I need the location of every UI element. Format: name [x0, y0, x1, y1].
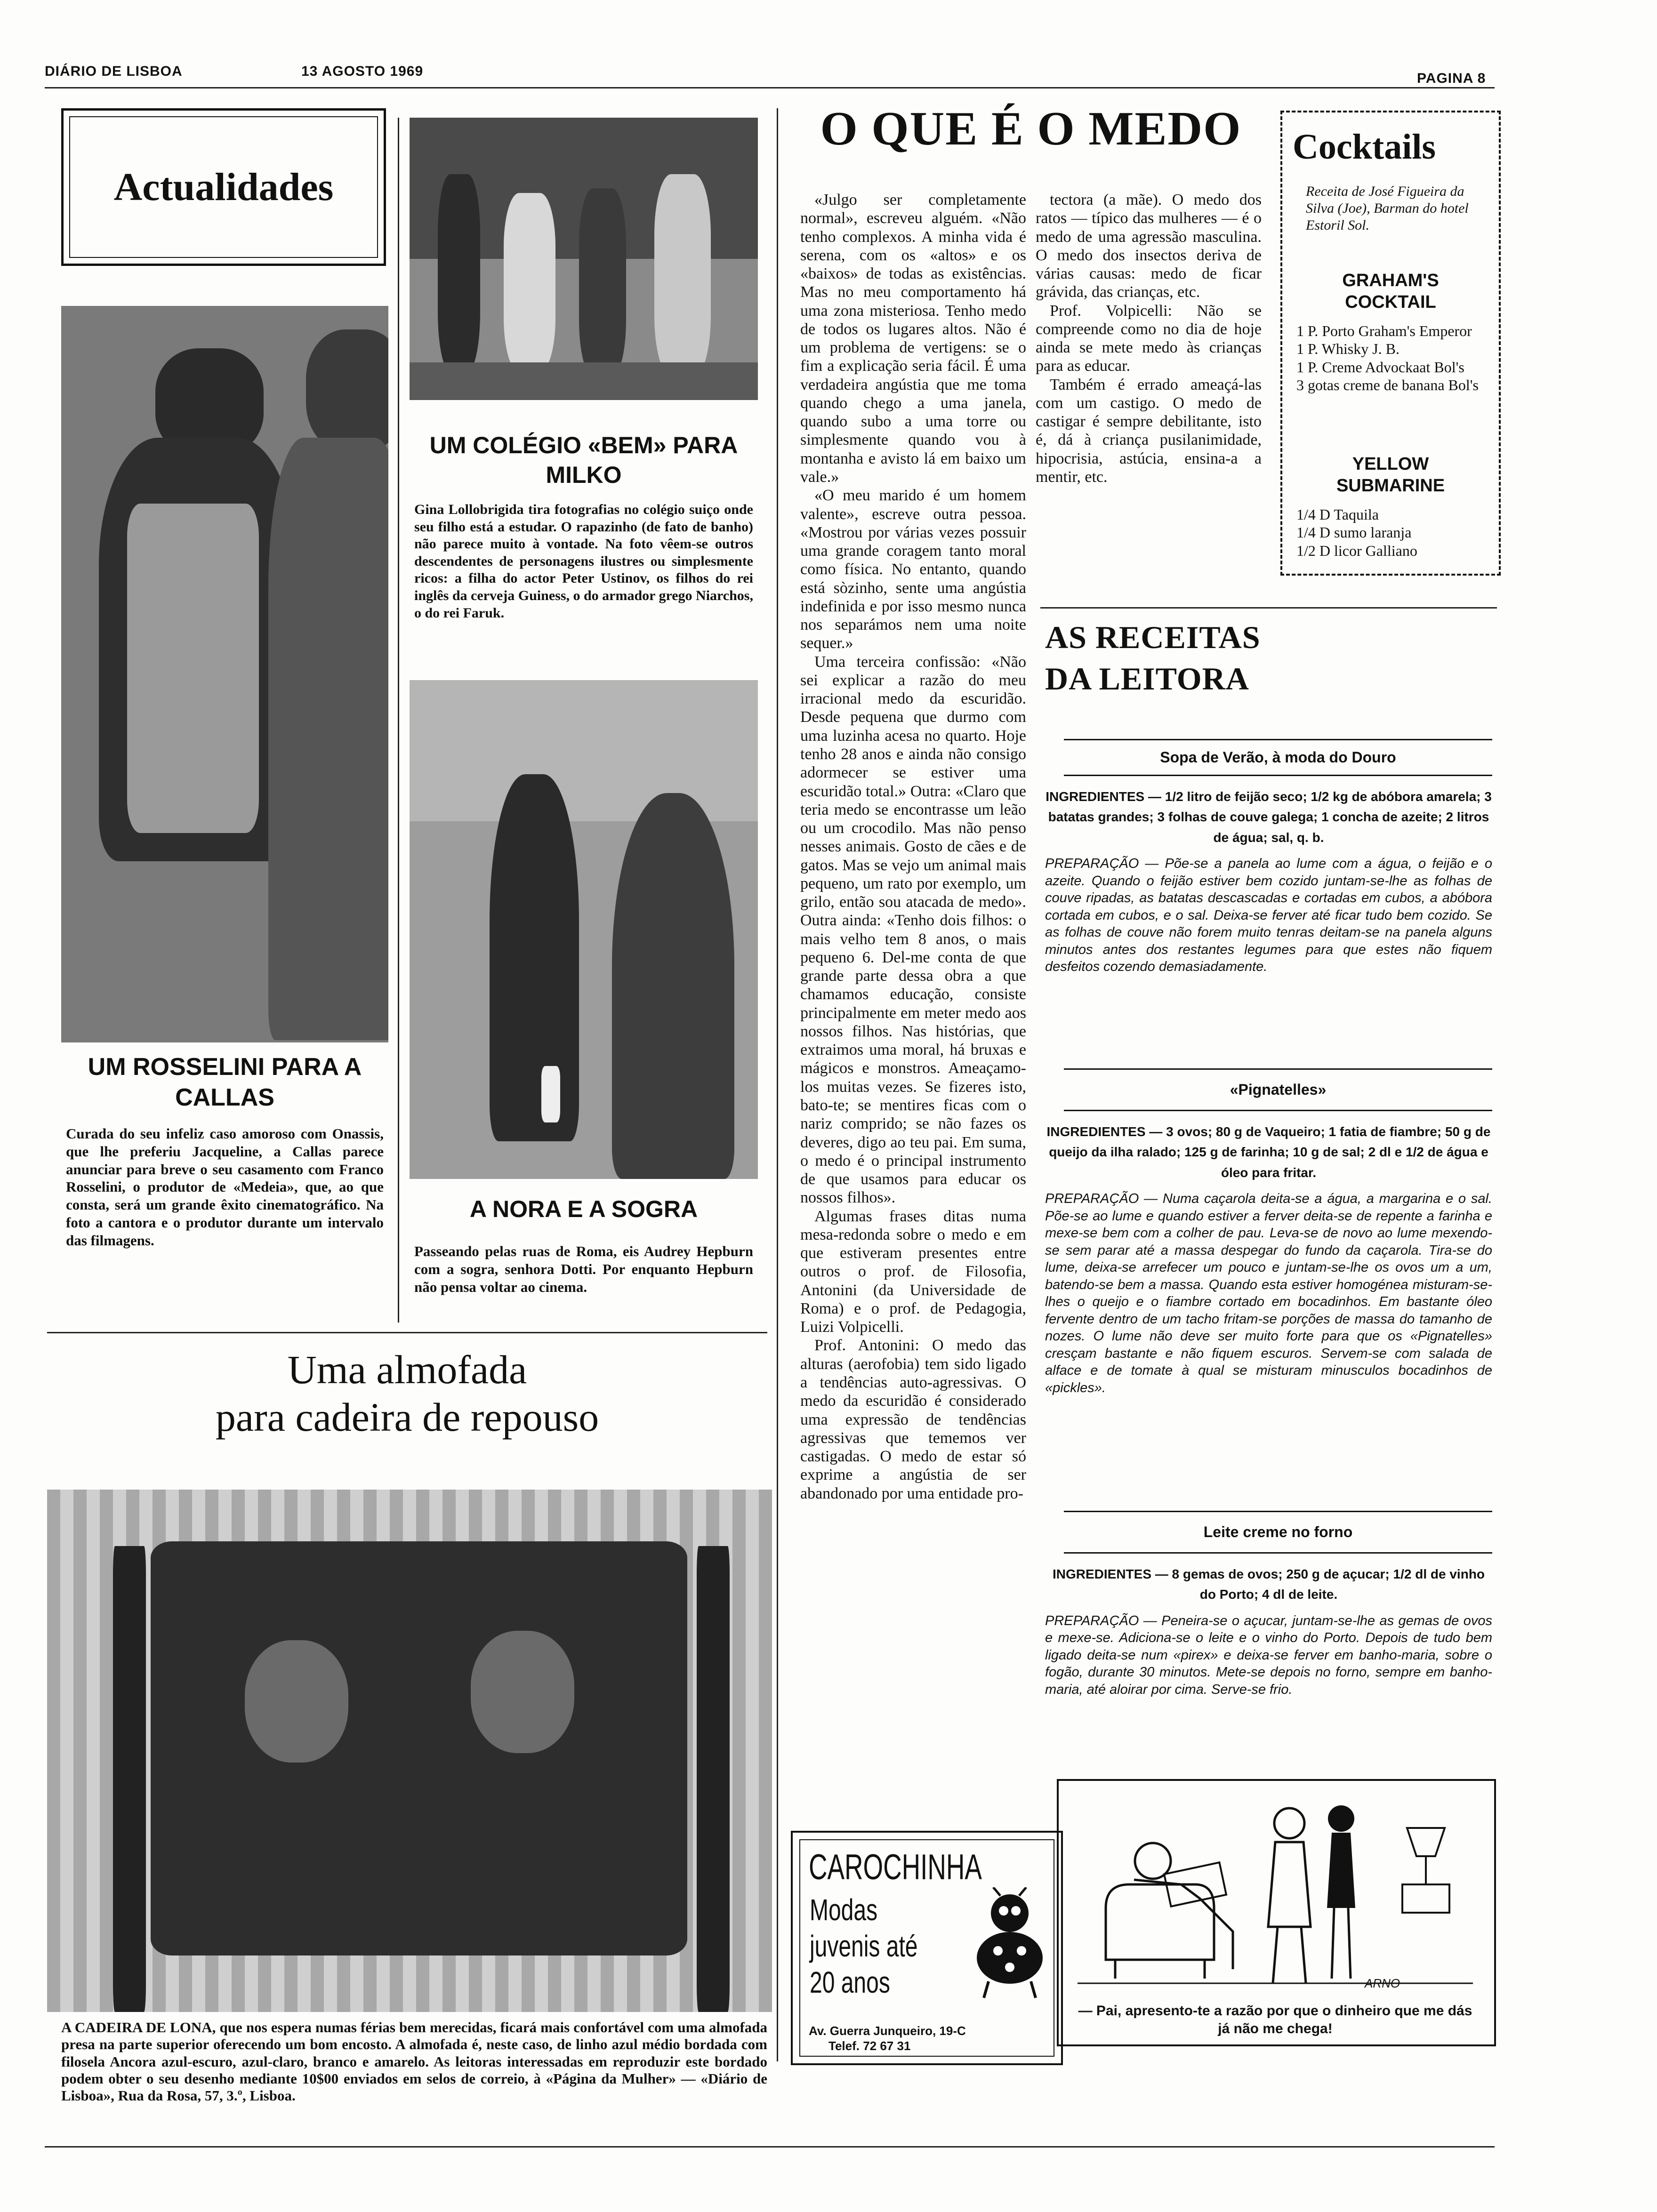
drink1-name — [1292, 270, 1489, 313]
medo-paragraph: «O meu marido é um homem valente», escreve outra pessoa. «Mostrou por várias vezes possuir uma grande coragem tanto moral como física. No entanto, quando está sòzinho, sente uma angústia indefinida e por isso mesmo nunca nos separámos nem uma noite sequer.» — [800, 487, 1026, 652]
rosselini-photo — [61, 306, 388, 1042]
drink1-name-line: GRAHAM'S — [1342, 271, 1439, 290]
ad-line: Modas — [810, 1893, 878, 1927]
prep-text: — Numa caçarola deita-se a água, a margarina e o sal. Põe-se ao lume e quando estiver a ferver deita-se de repente a farinha e mexe-se bem com a colher de pau. Leva-se de novo ao lume mexendo-se sem parar até a massa despegar do fundo da caçarola. Tira-se do lume, deixa-se arrefecer um pouco e juntam-se-lhe os ovos um a um, batendo-se bem a massa. Quando esta estiver homogénea misturam-se-lhes o queijo e o fiambre cortado em bocadinhos. Em bastante óleo fervente dentro de um tacho fritam-se porções de massa do tamanho de nozes. O lume não deve ser muito forte para que os «Pignatelles» cresçam bastante e não fiquem escuros. Servem-se com salada de alface e de tomate à qual se misturam minusculos bocadinhos de «pickles». — [1045, 1191, 1492, 1396]
almofada-rule — [47, 1332, 767, 1333]
recipe-title: Sopa de Verão, à moda do Douro — [1064, 739, 1492, 776]
header-rule — [45, 87, 1495, 88]
actualidades-box — [61, 108, 386, 266]
receitas-rule — [1040, 607, 1497, 609]
drink-item: 1/2 D licor Galliano — [1296, 542, 1417, 559]
medo-headline: O QUE É O MEDO — [820, 102, 1242, 155]
cocktails-credit: Receita de José Figueira da Silva (Joe), Barman do hotel Estoril Sol. — [1306, 184, 1469, 233]
cocktails-title: Cocktails — [1293, 127, 1436, 167]
medo-paragraph: Também é errado ameaçá-las com um castigo. O medo de castigar é sempre debilitante, isto é, dá à criança pusilanimidade, hipocrisia, astúcia, ensina-a a mentir, etc. — [1036, 376, 1262, 486]
recipe-sopa — [1045, 739, 1492, 976]
recipe-title: Leite creme no forno — [1064, 1511, 1492, 1554]
receitas-title-line: AS RECEITAS — [1045, 619, 1261, 655]
drink1-name-line: COCKTAIL — [1345, 292, 1436, 312]
column-rule — [398, 118, 399, 1322]
medo-paragraph: Algumas frases ditas numa mesa-redonda sobre o medo e em que estiveram presentes entre outros o prof. de Filosofia, Antonini (da Universidade de Roma) e o prof. de Pedagogia, Luizi Volpicelli. — [800, 1207, 1026, 1336]
ad-phone: Telef. 72 67 31 — [828, 2039, 911, 2053]
drink-item: 1 P. Whisky J. B. — [1296, 340, 1400, 358]
drink-item: 3 gotas creme de banana Bol's — [1296, 377, 1479, 394]
ad-line: 20 anos — [810, 1965, 890, 1999]
ad-brand: CAROCHINHA — [809, 1847, 982, 1887]
cartoon-caption: — Pai, apresento-te a razão por que o dinheiro que me dás já não me chega! — [1078, 2003, 1472, 2036]
medo-paragraph: Uma terceira confissão: «Não sei explicar a razão do meu irracional medo da escuridão. Desde pequena que durmo com uma luzinha acesa no quarto. Hoje tenho 28 anos e ainda não consigo adormecer se estiver uma escuridão total.» Outra: «Claro que teria medo se encontrasse um leão ou um crocodilo. Mas não penso nesses animais. Gosto de cães e de gatos. Mas se vejo um animal mais pequeno, um rato por exemplo, um grilo, então sou atacada de medo». Outra ainda: «Tenho dois filhos: o mais velho tem 8 anos, o mais pequeno 6. Del-me conta de que grande parte dessa obra a que chamamos educação, consiste principalmente em meter medo aos nossos filhos. Nas histórias, que extraimos uma moral, há bruxas e mágicos e monstros. Ameaçamo-los muitas vezes. Se fizeres isto, bato-te; se mentires ficas com o nariz comprido; se não fazes os deveres, digo ao teu pai. Em suma, o medo é o principal instrumento de que usamos para educar os nossos filhos». — [800, 653, 1026, 1207]
prep-text: — Põe-se a panela ao lume com a água, o feijão e o azeite. Quando o feijão estiver bem cozido juntam-se-lhe as folhas de couve ripadas, as batatas descascadas e cortadas em cubos, a abóbora cortada em cubos, e o sal. Deixa-se ferver até ficar tudo bem cozido. Se as folhas de couve não forem muito tenras deitam-se na panela alguns minutos antes dos restantes legumes para que estes não fiquem desfeitos cozendo demasiadamente. — [1045, 856, 1492, 975]
column-rule-2 — [777, 108, 778, 2061]
almofada-headline — [47, 1346, 767, 1442]
prep-label: PREPARAÇÃO — [1045, 1613, 1139, 1628]
recipe-ingredients: INGREDIENTES — 3 ovos; 80 g de Vaqueiro; 1 fatia de fiambre; 50 g de queijo da ilha ralado; 125 g de farinha; 10 g de sal; 2 dl e 1/2 de água e óleo para fritar. — [1046, 1124, 1491, 1180]
almofada-caption-text: que nos espera numas férias bem merecidas, ficará mais confortável com uma almofada presa na parte superior oferecendo um bom encosto. A almofada é, neste caso, de linho azul médio bordada com filosela Ancora azul-escuro, azul-claro, branco e amarelo. As leitoras interessadas em reproduzir este bordado podem obter o seu desenho mediante 10$00 enviados em selos de correio, à «Página da Mulher» — «Diário de Lisboa», Rua da Rosa, 57, 3.º, Lisboa. — [61, 2019, 768, 2104]
section-title: Actualidades — [113, 165, 334, 209]
rosselini-headline: UM ROSSELINI PARA A CALLAS — [88, 1053, 362, 1111]
drink2-name-line: SUBMARINE — [1336, 475, 1445, 496]
almofada-caption — [61, 2019, 767, 2104]
ladybug-icon — [970, 1887, 1050, 2000]
ad-address: Av. Guerra Junqueiro, 19-C — [809, 2024, 966, 2038]
medo-paragraph: Prof. Antonini: O medo das alturas (aerofobia) tem sido ligado a tendências auto-agressivas. O medo da escuridão é considerado uma expressão de tendências agressivas que tememos ver castigadas. O medo de estar só exprime a angústia de ser abandonado por uma entidade pro- — [800, 1337, 1026, 1502]
drink2-name-line: YELLOW — [1352, 454, 1429, 474]
medo-paragraph: Prof. Volpicelli: Não se compreende como no dia de hoje ainda se mete medo às crianças para as educar. — [1036, 302, 1262, 375]
drink2-list — [1296, 505, 1489, 560]
colegio-headline: UM COLÉGIO «BEM» PARA MILKO — [429, 432, 738, 488]
ad-line: juvenis até — [810, 1929, 918, 1963]
recipe-leite-creme — [1045, 1511, 1492, 1698]
ad-text — [810, 1892, 917, 2000]
almofada-title-line1: Uma almofada — [287, 1347, 527, 1392]
nora-photo — [410, 680, 758, 1179]
colegio-photo — [410, 118, 758, 400]
newspaper-name: DIÁRIO DE LISBOA — [45, 64, 183, 79]
almofada-photo — [47, 1490, 772, 2012]
nora-headline: A NORA E A SOGRA — [469, 1196, 698, 1222]
drink-item: 1/4 D sumo laranja — [1296, 524, 1412, 541]
cartoon-box — [1057, 1779, 1496, 2046]
receitas-title-line: DA LEITORA — [1045, 661, 1249, 697]
recipe-pignatelles — [1045, 1068, 1492, 1397]
medo-paragraph: tectora (a mãe). O medo dos ratos — típico das mulheres — é o medo de uma agressão masculina. O medo dos insectos deriva de várias causas: medo de ficar grávida, das crianças, etc. — [1036, 191, 1262, 301]
recipe-preparation — [1045, 1612, 1492, 1699]
drink-item: 1/4 D Taquila — [1296, 506, 1379, 523]
page-number: PAGINA 8 — [1417, 71, 1486, 86]
drink2-name — [1292, 454, 1489, 497]
drink-item: 1 P. Creme Advockaat Bol's — [1296, 358, 1464, 376]
recipe-ingredients: INGREDIENTES — 8 gemas de ovos; 250 g de açucar; 1/2 dl de vinho do Porto; 4 dl de leite. — [1052, 1567, 1485, 1602]
almofada-title-line2: para cadeira de repouso — [215, 1395, 599, 1440]
colegio-caption: Gina Lollobrigida tira fotografias no colégio suiço onde seu filho está a estudar. O rapazinho (de fato de banho) não parece muito à vontade. Na foto vêem-se outros descendentes de personagens ilustres ou simplesmente ricos: a filha do actor Peter Ustinov, os filhos do rei inglês da cerveja Guiness, o do armador grego Niarchos, o do rei Faruk. — [414, 502, 753, 621]
receitas-headline — [1045, 617, 1261, 700]
drink-item: 1 P. Porto Graham's Emperor — [1296, 322, 1472, 339]
prep-label: PREPARAÇÃO — [1045, 856, 1139, 872]
cocktails-box — [1280, 111, 1501, 576]
issue-date: 13 AGOSTO 1969 — [301, 64, 424, 79]
prep-label: PREPARAÇÃO — [1045, 1191, 1139, 1207]
footer-rule — [45, 2146, 1495, 2148]
nora-caption: Passeando pelas ruas de Roma, eis Audrey Hepburn com a sogra, senhora Dotti. Por enquanto Hepburn não pensa voltar ao cinema. — [414, 1243, 753, 1295]
medo-column-2 — [1036, 191, 1262, 486]
recipe-title: «Pignatelles» — [1064, 1068, 1492, 1111]
cartoon-signature: ARNO — [1365, 1976, 1400, 1990]
medo-paragraph: «Julgo ser completamente normal», escreveu alguém. «Não tenho complexos. A minha vida é serena, com os «altos» e os «baixos» de todas as existências. Mas no meu comportamento há uma zona misteriosa. Tenho medo de todos os lugares altos. Não é um problema de vertigens: se o fim a explicação seria fácil. É uma verdadeira angústia que me toma quando chego a uma janela, quando subo a uma torre ou simplesmente quando vou à montanha e avisto lá em baixo um vale.» — [800, 191, 1026, 486]
drink1-list — [1296, 322, 1489, 394]
carochinha-ad — [791, 1831, 1063, 2065]
recipe-preparation — [1045, 1190, 1492, 1396]
prep-text: — Peneira-se o açucar, juntam-se-lhe as gemas de ovos e mexe-se. Adiciona-se o leite e o vinho do Porto. Depois de tudo bem ligado deita-se num «pirex» e deixa-se ferver em banho-maria, sobre o fogão, durante 30 minutos. Mete-se depois no forno, sempre em banho-maria, até aloirar por cima. Serve-se frio. — [1045, 1613, 1492, 1697]
recipe-ingredients: INGREDIENTES — 1/2 litro de feijão seco; 1/2 kg de abóbora amarela; 3 batatas grandes; 3 folhas de couve galega; 1 concha de azeite; 2 litros de água; sal, q. b. — [1046, 789, 1492, 845]
cartoon-drawing-icon — [1078, 1790, 1473, 1993]
recipe-preparation — [1045, 855, 1492, 976]
medo-column-1 — [800, 191, 1026, 1503]
rosselini-caption: Curada do seu infeliz caso amoroso com Onassis, que lhe preferiu Jacqueline, a Callas parece anunciar para breve o seu casamento com Franco Rosselini, o produtor de «Medeia», que, ao que consta, será um grande êxito cinematográfico. Na foto a cantora e o produtor durante um intervalo das filmagens. — [66, 1125, 384, 1249]
almofada-caption-lead: A CADEIRA DE LONA, — [61, 2019, 216, 2036]
